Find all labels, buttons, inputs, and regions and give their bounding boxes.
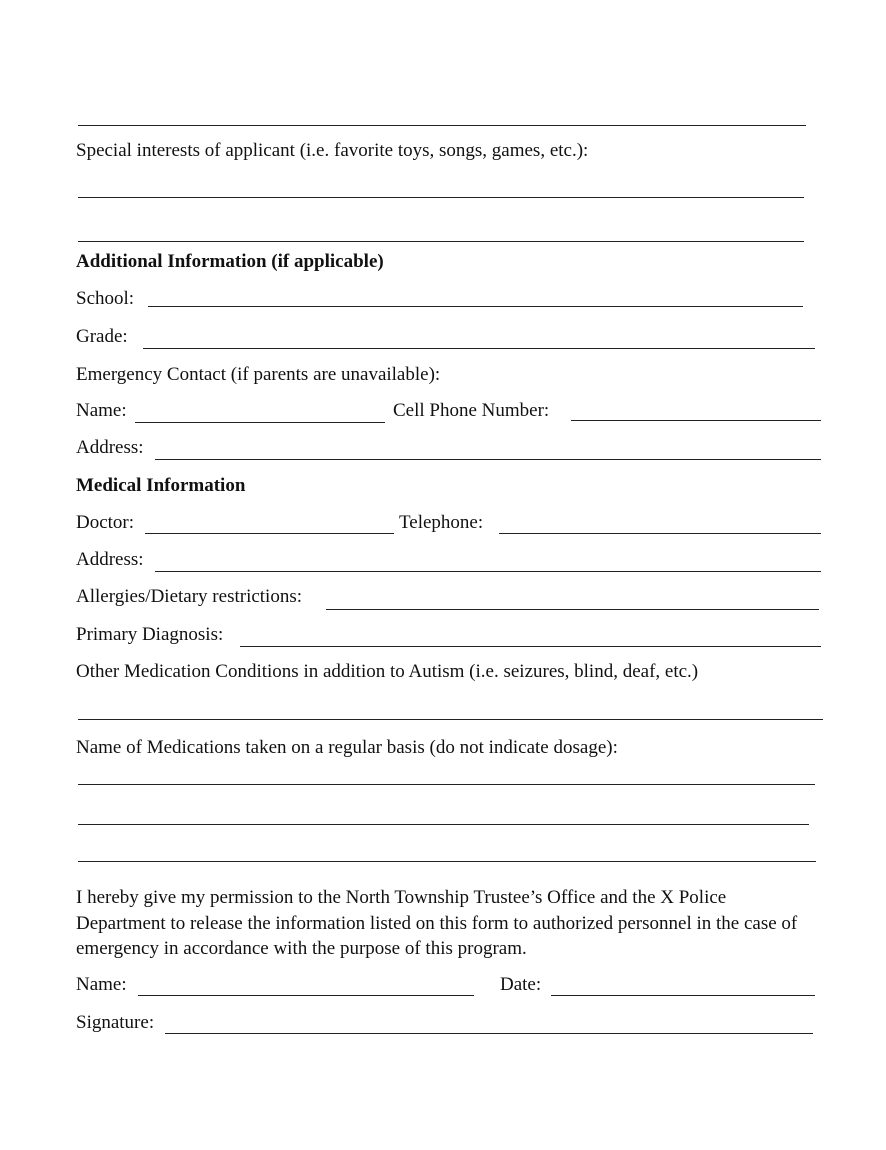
ec-cell-field[interactable] bbox=[571, 420, 821, 421]
prev-answer-line[interactable] bbox=[78, 125, 806, 126]
telephone-field[interactable] bbox=[499, 533, 821, 534]
other-conditions-field[interactable] bbox=[78, 719, 823, 720]
other-conditions-label: Other Medication Conditions in addition to Autism (i.e. seizures, blind, deaf, etc.) bbox=[76, 661, 699, 682]
special-interests-line-2[interactable] bbox=[78, 241, 804, 242]
grade-label: Grade: bbox=[76, 326, 128, 347]
school-label: School: bbox=[76, 288, 135, 309]
primary-diagnosis-field[interactable] bbox=[240, 646, 821, 647]
medications-label: Name of Medications taken on a regular basis (do not indicate dosage): bbox=[76, 737, 618, 758]
permission-paragraph: I hereby give my permission to the North Township Trustee’s Office and the X Police Department to release the information listed on this form to authorized personnel in the case of emergency in accordance with the purpose of this program. bbox=[76, 887, 798, 959]
sign-name-field[interactable] bbox=[138, 995, 474, 996]
special-interests-line-1[interactable] bbox=[78, 197, 804, 198]
med-address-field[interactable] bbox=[155, 571, 821, 572]
ec-cell-label: Cell Phone Number: bbox=[393, 400, 550, 421]
school-field[interactable] bbox=[148, 306, 803, 307]
doctor-field[interactable] bbox=[145, 533, 394, 534]
allergies-field[interactable] bbox=[326, 609, 819, 610]
signature-field[interactable] bbox=[165, 1033, 813, 1034]
emergency-contact-label: Emergency Contact (if parents are unavailable): bbox=[76, 364, 441, 385]
medications-line-2[interactable] bbox=[78, 824, 809, 825]
ec-address-field[interactable] bbox=[155, 459, 821, 460]
ec-name-field[interactable] bbox=[135, 422, 385, 423]
medical-heading: Medical Information bbox=[76, 475, 246, 496]
ec-name-label: Name: bbox=[76, 400, 127, 421]
additional-info-heading: Additional Information (if applicable) bbox=[76, 251, 384, 272]
grade-field[interactable] bbox=[143, 348, 815, 349]
special-interests-label: Special interests of applicant (i.e. favorite toys, songs, games, etc.): bbox=[76, 140, 589, 161]
medications-line-1[interactable] bbox=[78, 784, 815, 785]
date-field[interactable] bbox=[551, 995, 815, 996]
signature-label: Signature: bbox=[76, 1012, 155, 1033]
med-address-label: Address: bbox=[76, 549, 144, 570]
date-label: Date: bbox=[500, 974, 542, 995]
allergies-label: Allergies/Dietary restrictions: bbox=[76, 586, 303, 607]
ec-address-label: Address: bbox=[76, 437, 144, 458]
sign-name-label: Name: bbox=[76, 974, 127, 995]
primary-diagnosis-label: Primary Diagnosis: bbox=[76, 624, 224, 645]
medications-line-3[interactable] bbox=[78, 861, 816, 862]
telephone-label: Telephone: bbox=[399, 512, 484, 533]
doctor-label: Doctor: bbox=[76, 512, 135, 533]
